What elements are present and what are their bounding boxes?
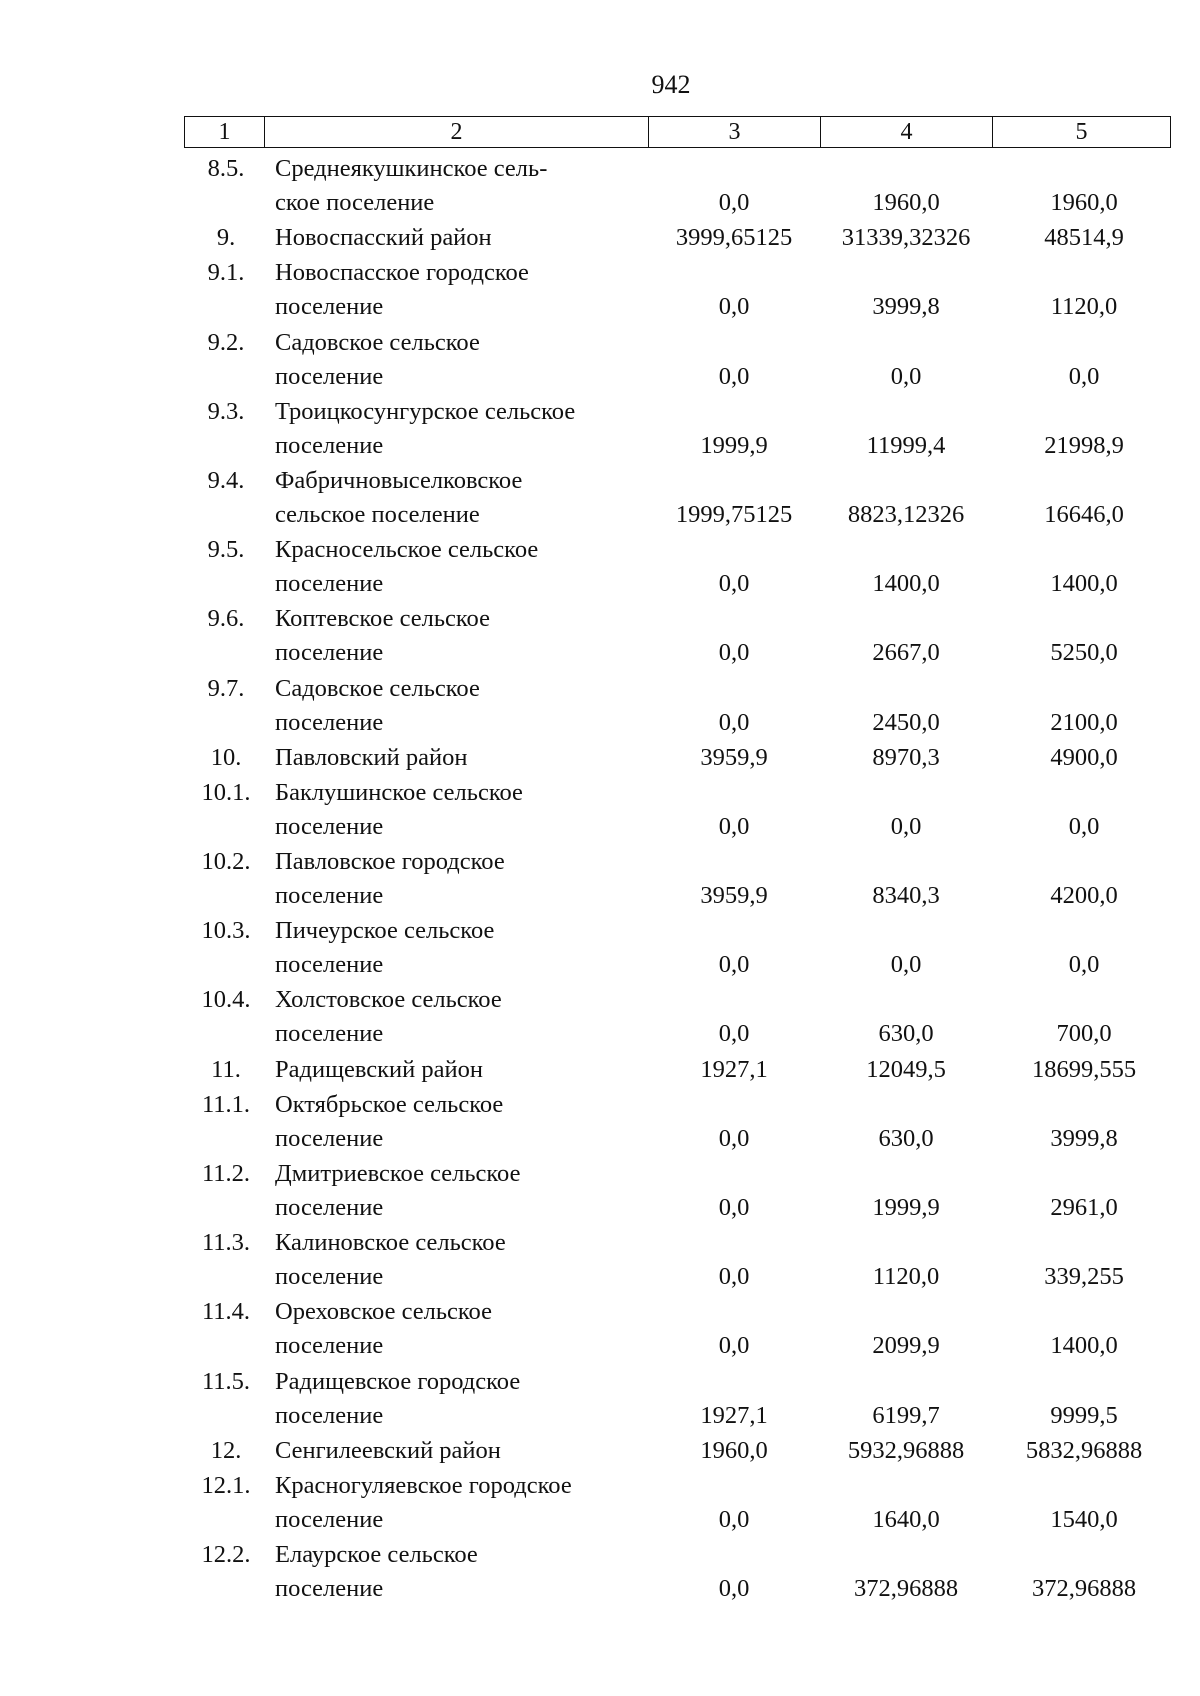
row-number: 9.2.	[207, 328, 245, 356]
row-name	[275, 602, 645, 670]
row-name	[275, 776, 645, 844]
row-name-line: Коптевское сельское	[275, 605, 490, 633]
row-name-line: Ореховское сельское	[275, 1298, 492, 1326]
row-number: 12.1.	[201, 1471, 251, 1499]
header-cell-4: 4	[821, 117, 993, 147]
row-name-line: поселение	[275, 1332, 384, 1360]
value-col-3: 1927,1	[700, 1055, 768, 1083]
table-row	[0, 1434, 1200, 1469]
row-name-line: Радищевский район	[275, 1055, 483, 1083]
row-number: 11.1.	[201, 1090, 251, 1118]
header-cell-2: 2	[265, 117, 649, 147]
row-name-line: Новоспасское городское	[275, 259, 529, 287]
row-name-line: Новоспасский район	[275, 224, 492, 252]
table-row	[0, 776, 1200, 845]
value-col-3: 3999,65125	[675, 224, 793, 252]
row-name	[275, 1157, 645, 1225]
value-col-5: 3999,8	[1050, 1124, 1118, 1152]
value-col-5: 4900,0	[1050, 743, 1118, 771]
table-header	[184, 116, 1171, 148]
value-col-4: 0,0	[890, 362, 922, 390]
row-name-line: Садовское сельское	[275, 674, 480, 702]
row-number: 9.5.	[207, 536, 245, 564]
row-name	[275, 1226, 645, 1294]
value-col-3: 1927,1	[700, 1401, 768, 1429]
value-col-5: 1540,0	[1050, 1505, 1118, 1533]
table-row	[0, 1226, 1200, 1295]
row-number: 10.2.	[201, 848, 251, 876]
row-name-line: поселение	[275, 1124, 384, 1152]
value-col-5: 4200,0	[1050, 882, 1118, 910]
row-name-line: поселение	[275, 293, 384, 321]
row-name-line: поселение	[275, 1263, 384, 1291]
table-row	[0, 1295, 1200, 1364]
row-name-line: Холстовское сельское	[275, 986, 502, 1014]
row-number: 12.2.	[201, 1541, 251, 1569]
row-name	[275, 983, 645, 1051]
row-name-line: Сенгилеевский район	[275, 1436, 501, 1464]
value-col-5: 1120,0	[1050, 293, 1118, 321]
value-col-4: 6199,7	[872, 1401, 940, 1429]
value-col-5: 0,0	[1068, 812, 1100, 840]
row-name-line: ское поселение	[275, 189, 435, 216]
table-row	[0, 1053, 1200, 1088]
row-number: 11.	[211, 1055, 241, 1083]
table-row	[0, 395, 1200, 464]
table-row	[0, 326, 1200, 395]
row-number: 9.4.	[207, 466, 245, 494]
page-number: 942	[651, 70, 691, 99]
value-col-4: 0,0	[890, 951, 922, 979]
row-number: 10.3.	[201, 917, 251, 945]
row-name	[275, 914, 645, 982]
row-name	[275, 1538, 645, 1606]
value-col-3: 0,0	[718, 708, 750, 736]
row-name-line: поселение	[275, 570, 384, 598]
row-number: 11.3.	[201, 1229, 251, 1257]
value-col-3: 0,0	[718, 1020, 750, 1048]
table-row	[0, 1088, 1200, 1157]
table-row	[0, 1157, 1200, 1226]
row-name	[275, 1469, 645, 1537]
row-name	[275, 845, 645, 913]
row-name-line: поселение	[275, 812, 384, 840]
row-name-line: Пичеурское сельское	[275, 917, 495, 945]
row-number: 10.	[210, 743, 242, 771]
table-row	[0, 256, 1200, 325]
value-col-3: 3959,9	[700, 882, 768, 910]
row-name-line: поселение	[275, 362, 384, 390]
row-number: 9.	[216, 224, 236, 252]
value-col-5: 48514,9	[1044, 224, 1124, 252]
row-name	[275, 741, 645, 775]
value-col-4: 2667,0	[872, 639, 940, 667]
table-row	[0, 741, 1200, 776]
row-name-line: Фабричновыселковское	[275, 466, 523, 494]
row-name-line: Дмитриевское сельское	[275, 1160, 521, 1187]
table-row	[0, 914, 1200, 983]
row-number: 11.5.	[201, 1367, 251, 1395]
row-name-line: поселение	[275, 1505, 384, 1533]
row-name	[275, 464, 645, 532]
row-name-line: Красногуляевское городское	[275, 1471, 572, 1499]
value-col-4: 8970,3	[872, 743, 940, 771]
table-row	[0, 1538, 1200, 1607]
value-col-3: 0,0	[718, 362, 750, 390]
value-col-4: 12049,5	[866, 1055, 946, 1083]
row-name-line: Павловское городское	[275, 848, 505, 876]
row-name	[275, 221, 645, 255]
value-col-5: 5832,96888	[1025, 1436, 1143, 1464]
value-col-4: 372,96888	[853, 1575, 959, 1603]
row-name	[275, 152, 645, 220]
value-col-4: 8340,3	[872, 882, 940, 910]
row-name-line: поселение	[275, 639, 384, 667]
table-row	[0, 221, 1200, 256]
row-name-line: поселение	[275, 1020, 384, 1048]
value-col-4: 2099,9	[872, 1332, 940, 1360]
row-name	[275, 672, 645, 740]
row-number: 11.4.	[201, 1298, 251, 1326]
value-col-4: 31339,32326	[841, 224, 971, 252]
value-col-5: 18699,555	[1031, 1055, 1137, 1083]
row-name-line: Радищевское городское	[275, 1367, 521, 1395]
row-name-line: Среднеякушкинское сель-	[275, 155, 548, 182]
row-name-line: Октябрьское сельское	[275, 1090, 504, 1118]
row-name-line: Садовское сельское	[275, 328, 480, 356]
table-row	[0, 152, 1200, 221]
table-row	[0, 1365, 1200, 1434]
value-col-3: 1960,0	[700, 1436, 768, 1464]
value-col-5: 9999,5	[1050, 1401, 1118, 1429]
table-row	[0, 672, 1200, 741]
value-col-5: 2961,0	[1050, 1194, 1118, 1221]
value-col-3: 1999,9	[700, 431, 768, 459]
value-col-5: 339,255	[1044, 1263, 1124, 1291]
value-col-4: 8823,12326	[847, 500, 965, 528]
row-name-line: поселение	[275, 1575, 384, 1603]
row-name	[275, 1365, 645, 1433]
value-col-5: 1400,0	[1050, 1332, 1118, 1360]
value-col-3: 0,0	[718, 1505, 750, 1533]
row-name-line: Красносельское сельское	[275, 536, 539, 564]
row-number: 8.5.	[207, 155, 245, 182]
table-row	[0, 983, 1200, 1052]
value-col-3: 0,0	[718, 951, 750, 979]
value-col-3: 1999,75125	[675, 500, 793, 528]
row-name-line: Калиновское сельское	[275, 1229, 506, 1257]
value-col-5: 1960,0	[1050, 189, 1118, 216]
row-name-line: поселение	[275, 951, 384, 979]
value-col-4: 1120,0	[872, 1263, 940, 1291]
value-col-5: 0,0	[1068, 362, 1100, 390]
row-name-line: сельское поселение	[275, 500, 480, 528]
row-name-line: поселение	[275, 431, 384, 459]
table-row	[0, 533, 1200, 602]
value-col-3: 0,0	[718, 570, 750, 598]
value-col-3: 0,0	[718, 1332, 750, 1360]
value-col-3: 0,0	[718, 1575, 750, 1603]
value-col-3: 0,0	[718, 639, 750, 667]
table-row	[0, 1469, 1200, 1538]
row-name	[275, 395, 645, 463]
value-col-3: 0,0	[718, 293, 750, 321]
value-col-5: 372,96888	[1031, 1575, 1137, 1603]
row-number: 11.2.	[201, 1160, 251, 1187]
value-col-4: 3999,8	[872, 293, 940, 321]
value-col-3: 0,0	[718, 1194, 750, 1221]
value-col-3: 0,0	[718, 189, 750, 216]
value-col-3: 3959,9	[700, 743, 768, 771]
table-row	[0, 845, 1200, 914]
value-col-5: 2100,0	[1050, 708, 1118, 736]
row-number: 9.1.	[207, 259, 245, 287]
header-cell-3: 3	[649, 117, 821, 147]
value-col-4: 5932,96888	[847, 1436, 965, 1464]
header-cell-5: 5	[1075, 119, 1088, 145]
table-body	[0, 152, 1200, 1607]
row-name	[275, 1295, 645, 1363]
row-name-line: поселение	[275, 1401, 384, 1429]
row-name	[275, 533, 645, 601]
row-name	[275, 326, 645, 394]
value-col-4: 1400,0	[872, 570, 940, 598]
row-number: 10.4.	[201, 986, 251, 1014]
value-col-4: 630,0	[878, 1124, 934, 1152]
value-col-4: 1960,0	[872, 189, 940, 216]
row-name	[275, 1088, 645, 1156]
row-name-line: Баклушинское сельское	[275, 778, 523, 806]
value-col-4: 11999,4	[866, 431, 946, 459]
value-col-4: 1640,0	[872, 1505, 940, 1533]
row-number: 9.3.	[207, 397, 245, 425]
row-name	[275, 1053, 645, 1087]
value-col-3: 0,0	[718, 1263, 750, 1291]
row-name-line: Троицкосунгурское сельское	[275, 397, 576, 425]
value-col-3: 0,0	[718, 812, 750, 840]
value-col-4: 2450,0	[872, 708, 940, 736]
value-col-5: 5250,0	[1050, 639, 1118, 667]
row-number: 9.6.	[207, 605, 245, 633]
row-name-line: поселение	[275, 882, 384, 910]
row-name	[275, 256, 645, 324]
value-col-5: 0,0	[1068, 951, 1100, 979]
table-row	[0, 464, 1200, 533]
header-cell-1: 1	[185, 117, 265, 147]
row-name-line: поселение	[275, 1194, 384, 1221]
value-col-4: 630,0	[878, 1020, 934, 1048]
row-number: 10.1.	[201, 778, 251, 806]
value-col-5: 1400,0	[1050, 570, 1118, 598]
row-name-line: Павловский район	[275, 743, 468, 771]
value-col-3: 0,0	[718, 1124, 750, 1152]
row-name	[275, 1434, 645, 1468]
value-col-4: 1999,9	[872, 1194, 940, 1221]
row-number: 12.	[210, 1436, 242, 1464]
value-col-5: 16646,0	[1044, 500, 1124, 528]
table-row	[0, 602, 1200, 671]
value-col-5: 700,0	[1056, 1020, 1112, 1048]
value-col-4: 0,0	[890, 812, 922, 840]
value-col-5: 21998,9	[1044, 431, 1124, 459]
row-name-line: Елаурское сельское	[275, 1541, 478, 1569]
row-name-line: поселение	[275, 708, 384, 736]
row-number: 9.7.	[207, 674, 245, 702]
